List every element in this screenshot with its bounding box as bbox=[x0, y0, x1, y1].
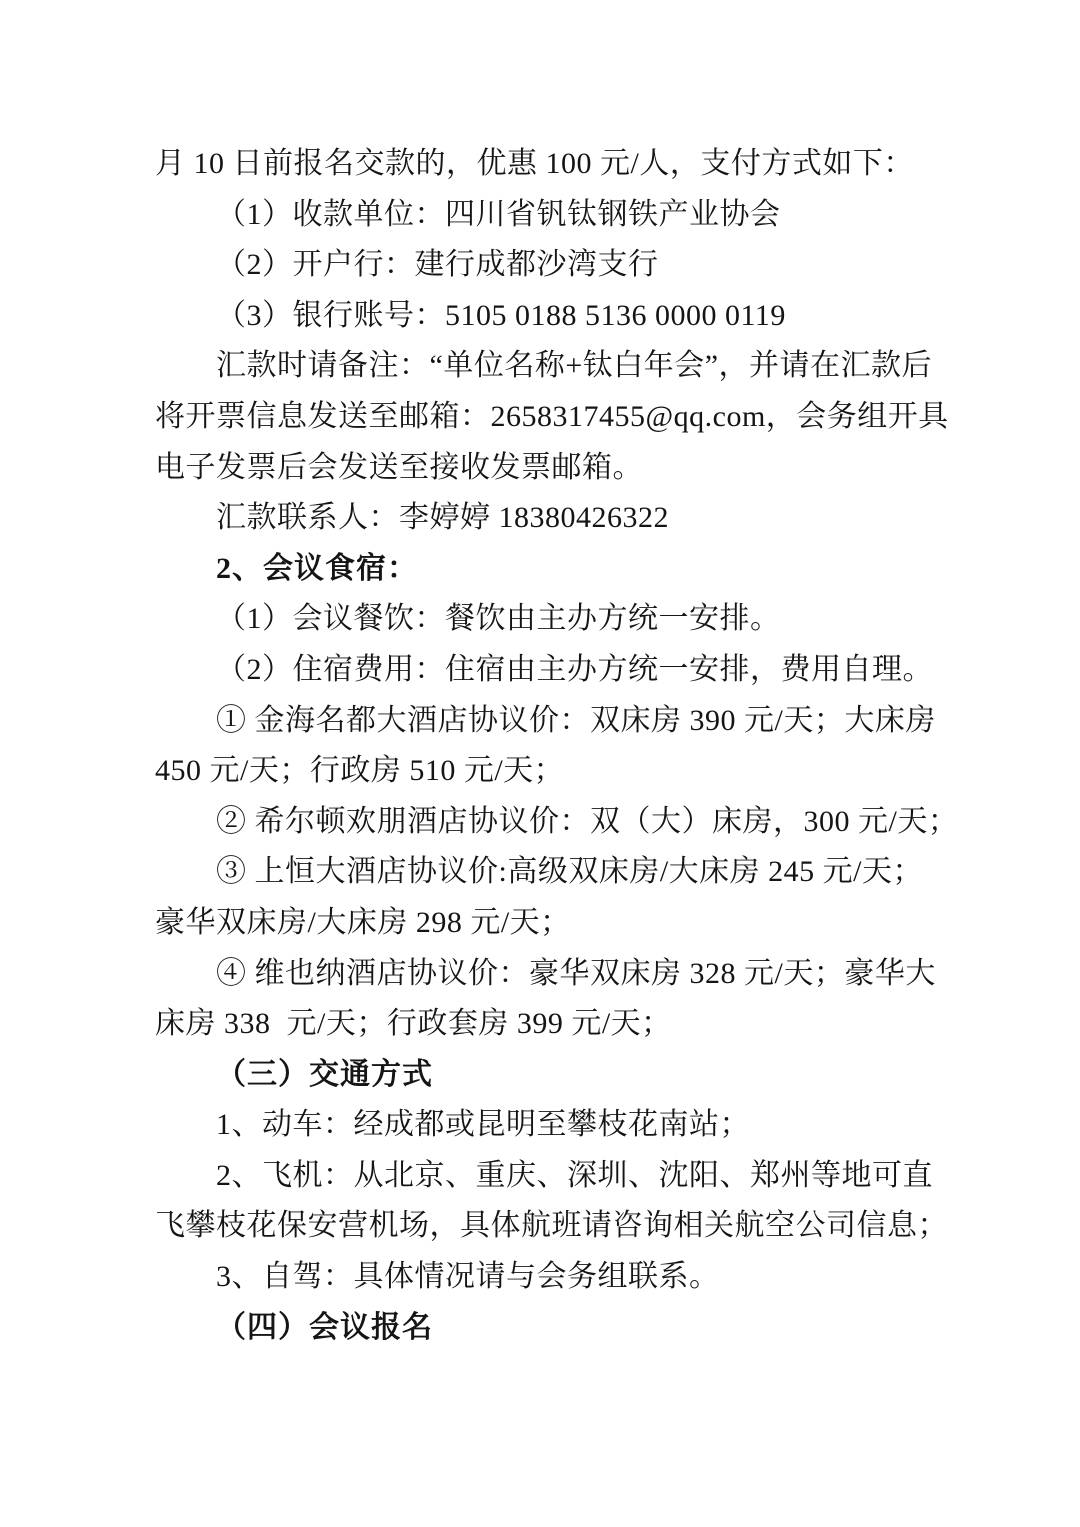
text-line: ② 希尔顿欢朋酒店协议价：双（大）床房，300 元/天； bbox=[216, 804, 959, 838]
text-line: （1）会议餐饮：餐饮由主办方统一安排。 bbox=[216, 602, 781, 636]
text-line: 飞攀枝花保安营机场，具体航班请咨询相关航空公司信息； bbox=[155, 1209, 948, 1243]
text-line: 汇款联系人：李婷婷 18380426322 bbox=[216, 501, 669, 535]
section-heading: （四）会议报名 bbox=[216, 1310, 433, 1344]
text-line: 2、飞机：从北京、重庆、深圳、沈阳、郑州等地可直 bbox=[216, 1158, 933, 1192]
document-body bbox=[155, 139, 959, 1353]
text-line: 床房 338 元/天；行政套房 399 元/天； bbox=[155, 1007, 672, 1041]
section-heading: （三）交通方式 bbox=[216, 1057, 433, 1091]
text-line: （2）住宿费用：住宿由主办方统一安排，费用自理。 bbox=[216, 652, 933, 686]
text-line: 汇款时请备注：“单位名称+钛白年会”，并请在汇款后 bbox=[216, 349, 933, 383]
text-line: 月 10 日前报名交款的，优惠 100 元/人，支付方式如下： bbox=[155, 147, 914, 180]
text-line: 450 元/天；行政房 510 元/天； bbox=[155, 754, 565, 788]
text-line: 3、自驾：具体情况请与会务组联系。 bbox=[216, 1260, 720, 1294]
text-line: ④ 维也纳酒店协议价：豪华双床房 328 元/天；豪华大 bbox=[216, 956, 936, 990]
text-line: 将开票信息发送至邮箱：2658317455@qq.com，会务组开具 bbox=[155, 399, 949, 433]
text-line: （1）收款单位：四川省钒钛钢铁产业协会 bbox=[216, 197, 781, 231]
text-line: ① 金海名都大酒店协议价：双床房 390 元/天；大床房 bbox=[216, 703, 936, 737]
text-line: 1、动车：经成都或昆明至攀枝花南站； bbox=[216, 1108, 750, 1142]
section-heading: 2、会议食宿： bbox=[216, 551, 418, 585]
text-line: （2）开户行：建行成都沙湾支行 bbox=[216, 248, 659, 282]
text-line: 电子发票后会发送至接收发票邮箱。 bbox=[155, 450, 643, 484]
text-line: （3）银行账号：5105 0188 5136 0000 0119 bbox=[216, 298, 786, 332]
text-line: ③ 上恒大酒店协议价:高级双床房/大床房 245 元/天； bbox=[216, 855, 924, 889]
text-line: 豪华双床房/大床房 298 元/天； bbox=[155, 905, 571, 939]
